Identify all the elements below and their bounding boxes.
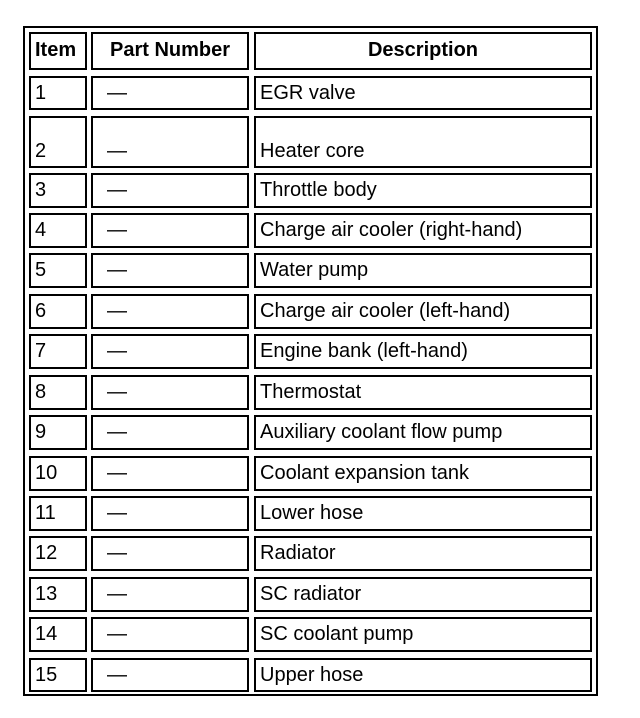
row-part-number-cell: —	[91, 415, 249, 450]
row-part-number-cell: —	[91, 456, 249, 491]
row-part-number-cell: —	[91, 294, 249, 329]
row-item-cell: 13	[29, 577, 87, 612]
row-description-cell: SC coolant pump	[254, 617, 592, 652]
row-description-cell: Water pump	[254, 253, 592, 288]
row-description-cell: Radiator	[254, 536, 592, 571]
parts-table	[23, 26, 598, 696]
row-part-number-cell: —	[91, 334, 249, 369]
row-item-cell: 1	[29, 76, 87, 110]
row-description-cell: Coolant expansion tank	[254, 456, 592, 491]
row-part-number-cell: —	[91, 116, 249, 168]
row-description-cell: Throttle body	[254, 173, 592, 208]
row-item-cell: 9	[29, 415, 87, 450]
row-item-cell: 4	[29, 213, 87, 248]
row-part-number-cell: —	[91, 496, 249, 531]
row-item-cell: 15	[29, 658, 87, 692]
row-part-number-cell: —	[91, 577, 249, 612]
row-part-number-cell: —	[91, 375, 249, 410]
header-item: Item	[29, 32, 87, 70]
header-description: Description	[254, 32, 592, 70]
row-description-cell: Heater core	[254, 116, 592, 168]
row-description-cell: Charge air cooler (right-hand)	[254, 213, 592, 248]
row-description-cell: Thermostat	[254, 375, 592, 410]
row-description-cell: Charge air cooler (left-hand)	[254, 294, 592, 329]
row-part-number-cell: —	[91, 76, 249, 110]
row-item-cell: 12	[29, 536, 87, 571]
row-description-cell: Lower hose	[254, 496, 592, 531]
row-item-cell: 8	[29, 375, 87, 410]
row-item-cell: 2	[29, 116, 87, 168]
row-description-cell: Engine bank (left-hand)	[254, 334, 592, 369]
row-item-cell: 7	[29, 334, 87, 369]
row-description-cell: Auxiliary coolant flow pump	[254, 415, 592, 450]
row-part-number-cell: —	[91, 173, 249, 208]
row-item-cell: 6	[29, 294, 87, 329]
row-part-number-cell: —	[91, 253, 249, 288]
row-item-cell: 10	[29, 456, 87, 491]
row-item-cell: 14	[29, 617, 87, 652]
row-item-cell: 5	[29, 253, 87, 288]
row-part-number-cell: —	[91, 617, 249, 652]
row-description-cell: EGR valve	[254, 76, 592, 110]
row-part-number-cell: —	[91, 536, 249, 571]
row-description-cell: SC radiator	[254, 577, 592, 612]
row-item-cell: 11	[29, 496, 87, 531]
row-description-cell: Upper hose	[254, 658, 592, 692]
header-part-number: Part Number	[91, 32, 249, 70]
row-item-cell: 3	[29, 173, 87, 208]
row-part-number-cell: —	[91, 658, 249, 692]
row-part-number-cell: —	[91, 213, 249, 248]
